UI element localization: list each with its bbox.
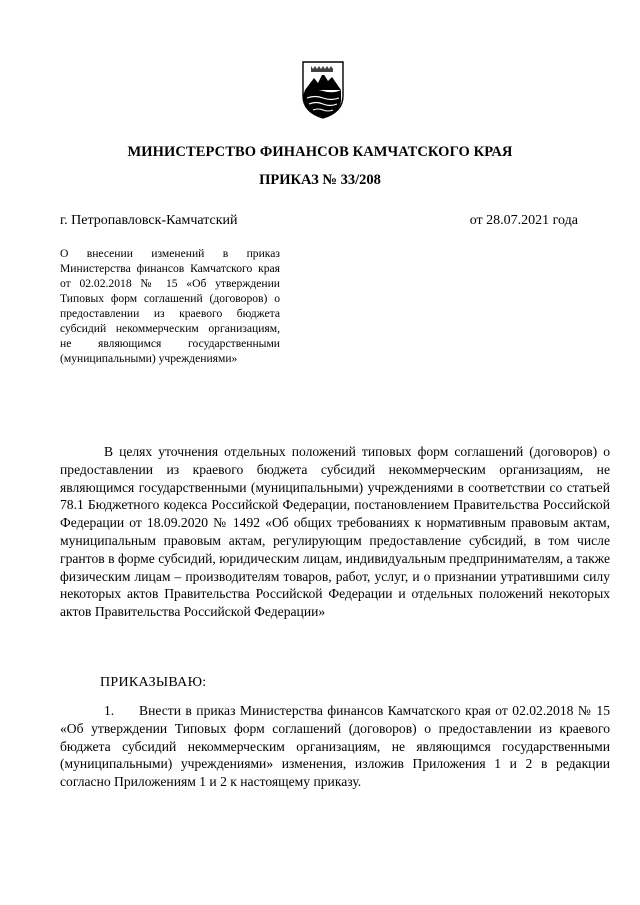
prikazyvayu-heading: ПРИКАЗЫВАЮ:: [100, 675, 207, 690]
order-item-1: [60, 702, 610, 791]
order-title: ПРИКАЗ № 33/208: [259, 172, 381, 188]
item-number: 1.: [104, 703, 115, 718]
preamble-paragraph: В целях уточнения отдельных положений типовых форм соглашений (договоров) о предоставлении из краевого бюджета субсидий некоммерческим организациям, не являющимся государственными (муниципальными) учреждениями в соответствии со статьей 78.1 Бюджетного кодекса Российской Федерации, постановлением Правительства Российской Федерации от 18.09.2020 № 1492 «Об общих требованиях к нормативным правовым актам, муниципальным правовым актам, регулирующим предоставление субсидий, в том числе грантов в форме субсидий, юридическим лицам, индивидуальным предпринимателям, а также физическим лицам – производителям товаров, работ, услуг, и о признании утратившими силу некоторых актов Правительства Российской Федерации и отдельных положений некоторых актов Правительства Российской Федерации»: [60, 444, 610, 620]
order-subject: О внесении изменений в приказ Министерства финансов Камчатского края от 02.02.2018 № 15 «Об утверждении Типовых форм соглашений (договоров) о предоставлении из краевого бюджета субсидий некоммерческим организациям, не являющимся государственными (муниципальными) учреждениями»: [60, 247, 280, 365]
ministry-name: МИНИСТЕРСТВО ФИНАНСОВ КАМЧАТСКОГО КРАЯ: [127, 144, 513, 160]
coat-of-arms-icon: [301, 60, 345, 120]
item-text: Внести в приказ Министерства финансов Камчатского края от 02.02.2018 № 15 «Об утверждении Типовых форм соглашений (договоров) о предоставлении из краевого бюджета субсидий некоммерческим организациям, не являющимся государственными (муниципальными) учреждениями» изменения, изложив Приложения 1 и 2 в редакции согласно Приложениям 1 и 2 к настоящему приказу.: [60, 703, 610, 790]
document-place: г. Петропавловск-Камчатский: [60, 213, 238, 228]
document-date: от 28.07.2021 года: [469, 213, 578, 228]
